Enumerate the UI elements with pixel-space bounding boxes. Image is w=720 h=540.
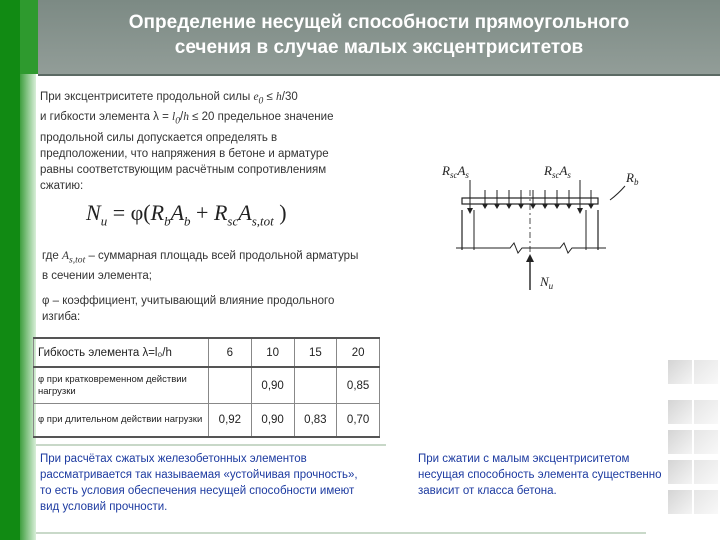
formula-close: ) (273, 200, 287, 225)
formula-rsc: R (213, 200, 228, 225)
note-as-tot (42, 248, 362, 284)
decorative-squares (664, 360, 720, 540)
formula-as: A (238, 200, 252, 225)
rb-leader-line (610, 186, 625, 200)
table-cell: 0,83 (294, 404, 337, 438)
slide-header (38, 0, 720, 76)
decor-square (694, 360, 718, 384)
intro-e0: e (253, 91, 259, 103)
table-col-20: 20 (337, 338, 380, 367)
formula-as-sub: s,tot (251, 213, 274, 229)
intro-h: h (276, 91, 282, 103)
note2-text: φ – коэффициент, учитывающий влияние продольного изгиба: (42, 295, 335, 323)
decor-square (668, 430, 692, 454)
decor-square (694, 430, 718, 454)
table-row (34, 367, 380, 404)
table-col-15: 15 (294, 338, 337, 367)
formula-eq: = φ( (107, 200, 151, 225)
intro-text-1: При эксцентриситете продольной силы (40, 91, 254, 103)
title-line-1: Определение несущей способности прямоугольного (128, 12, 630, 33)
formula-ab-sub: b (184, 213, 191, 229)
formula-plus: + (190, 200, 214, 225)
table-col-6: 6 (209, 338, 252, 367)
note1-text-1: где (42, 250, 62, 262)
formula-rb: R (150, 200, 165, 225)
decor-square (694, 400, 718, 424)
phi-table (33, 337, 380, 438)
table-col-10: 10 (251, 338, 294, 367)
table-cell: 0,85 (337, 367, 380, 404)
formula-rb-sub: b (164, 213, 171, 229)
table-cell: 0,90 (251, 367, 294, 404)
decor-square (668, 490, 692, 514)
left-green-stripe (0, 0, 20, 540)
formula-nu: N (86, 200, 101, 225)
note1-text-2: – суммарная площадь всей продольной арматуры в сечении элемента; (42, 250, 359, 283)
header-green-edge (20, 0, 38, 74)
decor-square (668, 400, 692, 424)
intro-text-2: и гибкости элемента λ = (40, 111, 172, 124)
decor-square (668, 360, 692, 384)
formula-nu-sub: u (100, 213, 108, 229)
table-row-label: φ при кратковременном действии нагрузки (34, 367, 209, 404)
table-row (34, 404, 380, 438)
diagram-label-nu: $N_u$ (540, 274, 554, 291)
stress-arrowheads (467, 204, 594, 214)
formula-rsc-sub: sc (227, 213, 239, 229)
bottom-divider (36, 532, 646, 534)
intro-l0: l (171, 111, 176, 124)
diagram-label-rsc-as-mid: $R_{sc}A_s$ (544, 163, 571, 180)
intro-text-3: ≤ 20 предельное значение продольной силы допускается определять в предположении, что напряжения в бетоне и арматуре равны соответствующим расчётным сопротивлениям сжатию: (40, 111, 334, 192)
divider (36, 444, 386, 446)
table-cell: 0,92 (209, 404, 252, 438)
left-gradient-stripe (20, 74, 36, 540)
diagram-label-rb: $R_b$ (626, 170, 639, 187)
intro-h2: h (183, 111, 189, 124)
nu-arrowhead (526, 254, 534, 262)
intro-paragraph (40, 89, 358, 194)
stress-arrows (470, 180, 591, 210)
intro-e0-sub: 0 (258, 95, 264, 107)
bearing-capacity-formula (86, 200, 287, 229)
note-concrete-class: При сжатии с малым эксцентриситетом несущая способность элемента существенно зависит от класса бетона. (418, 453, 662, 497)
table-cell (209, 367, 252, 404)
table-cell: 0,90 (251, 404, 294, 438)
intro-div30: /30 (281, 91, 298, 103)
intro-leq: ≤ (263, 91, 277, 103)
slide-title (38, 10, 720, 60)
table-cell (294, 367, 337, 404)
decor-square (694, 490, 718, 514)
section-diagram (430, 150, 660, 295)
title-line-2: сечения в случае малых эксцентриситетов (174, 37, 584, 58)
diagram-label-rsc-as-left: $R_{sc}A_s$ (442, 163, 469, 180)
table-cell: 0,70 (337, 404, 380, 438)
break-line (456, 243, 606, 253)
note-stable-strength: При расчётах сжатых железобетонных элементов рассматривается так называемая «устойчивая прочность», то есть условия обеспечения несущей способности имеют вид условий прочности. (40, 453, 358, 513)
note1-as-sub: s,tot (69, 254, 86, 266)
note1-as: A (61, 250, 70, 262)
table-header-label: Гибкость элемента λ=l₀/h (34, 338, 209, 367)
decor-square (694, 460, 718, 484)
note-phi (42, 293, 362, 325)
formula-ab: A (170, 200, 185, 225)
table-header-row (34, 338, 380, 367)
intro-l0-sub: 0 (175, 115, 180, 127)
decor-square (668, 460, 692, 484)
table-row-label: φ при длительном действии нагрузки (34, 404, 209, 438)
intro-slash: / (179, 111, 184, 124)
